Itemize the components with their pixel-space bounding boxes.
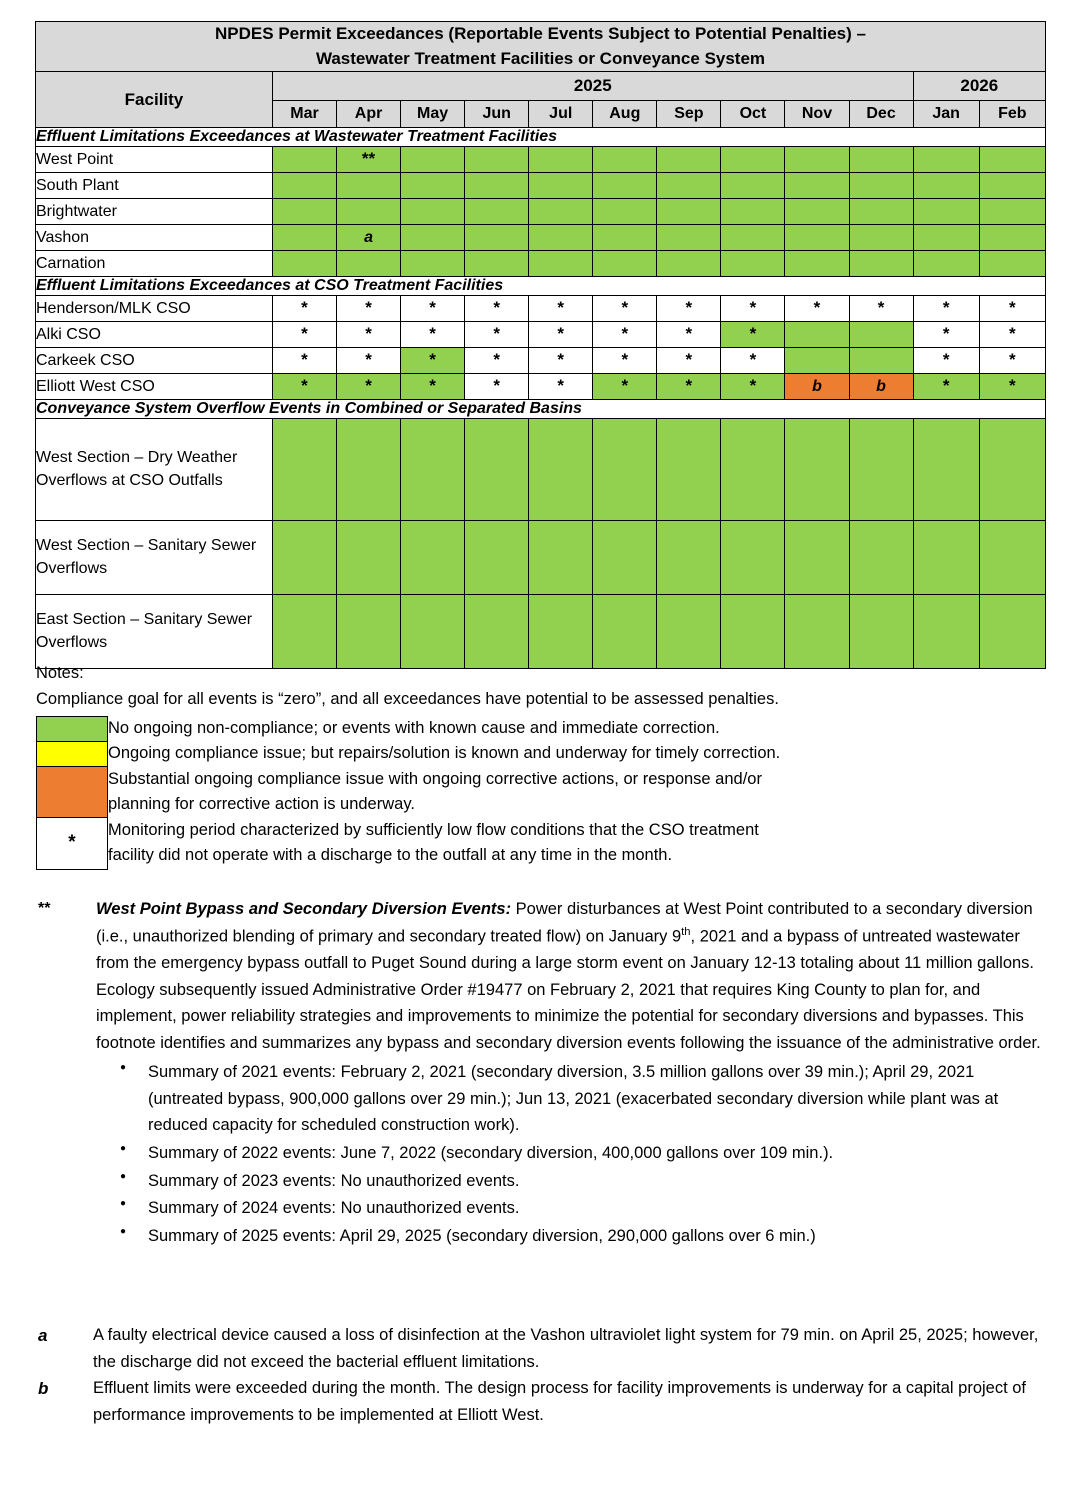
legend-row-yellow <box>37 741 1041 766</box>
footnote-double-asterisk <box>38 896 1046 1251</box>
asterisk-marker: * <box>621 350 629 370</box>
status-cell <box>272 147 336 173</box>
asterisk-marker: * <box>685 298 693 318</box>
legend-text-asterisk-line-2: facility did not operate with a discharge to the outfall at any time in the month. <box>108 846 673 865</box>
status-cell <box>465 521 529 595</box>
status-cell <box>401 348 465 374</box>
status-cell <box>401 521 465 595</box>
status-cell <box>593 251 657 277</box>
status-cell <box>529 225 593 251</box>
status-cell <box>593 348 657 374</box>
footnote-body-part-1: Power disturbances at West Point contributed to a secondary diversion (i.e., unauthorized blending of primary and secondary treated flow) on January 9 <box>96 900 1033 946</box>
status-cell <box>785 322 849 348</box>
legend-row-orange <box>37 766 1041 817</box>
month-header-mar: Mar <box>272 101 336 128</box>
asterisk-marker: * <box>877 298 885 318</box>
asterisk-marker: * <box>942 350 950 370</box>
status-cell <box>979 595 1045 669</box>
status-cell <box>529 521 593 595</box>
asterisk-marker: * <box>1009 324 1016 344</box>
year-header-2026: 2026 <box>913 72 1045 101</box>
status-cell <box>337 322 401 348</box>
status-cell <box>657 322 721 348</box>
status-cell <box>785 199 849 225</box>
list-item: ● Summary of 2025 events: April 29, 2025 (secondary diversion, 290,000 gallons over 6 min.) <box>96 1223 1046 1250</box>
status-cell <box>721 199 785 225</box>
status-cell <box>465 199 529 225</box>
asterisk-marker: * <box>429 350 436 370</box>
notes-block <box>36 661 1046 870</box>
status-cell <box>913 595 979 669</box>
status-cell <box>913 225 979 251</box>
asterisk-marker: * <box>749 324 757 344</box>
month-header-feb: Feb <box>979 101 1045 128</box>
table-row <box>36 374 1046 400</box>
asterisk-marker: * <box>942 298 950 318</box>
footnotes-ab-block <box>38 1322 1046 1429</box>
status-cell <box>785 251 849 277</box>
status-cell <box>785 419 849 521</box>
status-cell <box>979 296 1045 322</box>
asterisk-marker: * <box>621 324 629 344</box>
section-heading-row <box>36 128 1046 147</box>
status-cell <box>849 322 913 348</box>
table-title-row <box>36 22 1046 72</box>
footnote-marker-double-asterisk: ** <box>38 900 51 917</box>
asterisk-marker: * <box>557 376 565 396</box>
status-cell <box>657 296 721 322</box>
footnote-marker-a: a <box>38 1326 48 1345</box>
asterisk-marker: * <box>557 324 565 344</box>
status-cell <box>979 521 1045 595</box>
asterisk-marker: * <box>365 298 372 318</box>
legend-text-asterisk <box>108 817 1041 869</box>
status-cell <box>785 296 849 322</box>
status-cell <box>465 419 529 521</box>
month-header-oct: Oct <box>721 101 785 128</box>
asterisk-marker: * <box>749 350 757 370</box>
footnote-marker: a <box>364 228 373 246</box>
status-cell <box>657 199 721 225</box>
status-cell <box>913 199 979 225</box>
status-cell <box>721 173 785 199</box>
footnote-double-asterisk-block <box>38 896 1046 1253</box>
status-cell <box>979 199 1045 225</box>
list-item: ● Summary of 2022 events: June 7, 2022 (secondary diversion, 400,000 gallons over 109 min.). <box>96 1140 1046 1167</box>
status-cell <box>593 147 657 173</box>
status-cell <box>657 348 721 374</box>
asterisk-marker: * <box>685 324 693 344</box>
status-cell <box>849 521 913 595</box>
asterisk-marker: * <box>1009 298 1016 318</box>
status-cell <box>657 374 721 400</box>
asterisk-marker: * <box>557 350 565 370</box>
npdes-exceedance-matrix <box>35 21 1046 669</box>
status-cell <box>337 348 401 374</box>
table-row <box>36 225 1046 251</box>
section-heading: Conveyance System Overflow Events in Combined or Separated Basins <box>36 400 1046 419</box>
status-cell <box>657 595 721 669</box>
month-header-nov: Nov <box>785 101 849 128</box>
footnote-marker: b <box>812 377 822 395</box>
footnote-a <box>38 1322 1046 1375</box>
table-row <box>36 521 1046 595</box>
status-cell <box>721 595 785 669</box>
table-row <box>36 251 1046 277</box>
month-header-may: May <box>401 101 465 128</box>
table-title-line-1: NPDES Permit Exceedances (Reportable Events Subject to Potential Penalties) – <box>215 24 866 43</box>
status-cell <box>529 595 593 669</box>
status-cell <box>337 251 401 277</box>
status-cell <box>657 521 721 595</box>
status-cell <box>593 322 657 348</box>
legend-text-orange <box>108 766 1041 817</box>
status-cell <box>849 173 913 199</box>
status-cell <box>465 595 529 669</box>
footnote-marker: b <box>876 377 886 395</box>
status-cell <box>593 199 657 225</box>
status-cell <box>657 173 721 199</box>
status-cell <box>465 173 529 199</box>
status-cell <box>401 199 465 225</box>
asterisk-marker: * <box>493 298 500 318</box>
asterisk-marker: * <box>301 324 308 344</box>
list-item: ● Summary of 2023 events: No unauthorized events. <box>96 1168 1046 1195</box>
status-cell <box>785 374 849 400</box>
legend-swatch-asterisk: * <box>37 817 108 869</box>
table-row <box>36 173 1046 199</box>
status-cell <box>979 419 1045 521</box>
status-cell <box>913 173 979 199</box>
month-header-dec: Dec <box>849 101 913 128</box>
asterisk-marker: * <box>365 350 372 370</box>
asterisk-marker: * <box>1009 376 1016 396</box>
status-cell <box>401 173 465 199</box>
status-cell <box>337 521 401 595</box>
facility-name-cell: West Point <box>36 147 273 173</box>
facility-name-cell: Carkeek CSO <box>36 348 273 374</box>
footnote-lead-title: West Point Bypass and Secondary Diversion Events: <box>96 900 512 918</box>
status-cell <box>272 225 336 251</box>
asterisk-marker: * <box>621 376 629 396</box>
table-title-line-2: Wastewater Treatment Facilities or Conveyance System <box>315 48 766 68</box>
section-heading: Effluent Limitations Exceedances at CSO Treatment Facilities <box>36 277 1046 296</box>
footnote-double-asterisk-body <box>96 896 1046 1251</box>
facility-name-cell: South Plant <box>36 173 273 199</box>
status-cell <box>913 147 979 173</box>
status-cell <box>337 199 401 225</box>
status-cell <box>593 173 657 199</box>
status-cell <box>337 296 401 322</box>
status-cell <box>657 147 721 173</box>
status-cell <box>529 147 593 173</box>
status-cell <box>272 251 336 277</box>
status-cell <box>657 225 721 251</box>
legend-swatch-yellow <box>37 741 108 766</box>
asterisk-marker: * <box>942 376 950 396</box>
status-cell <box>849 147 913 173</box>
facility-name-cell: Elliott West CSO <box>36 374 273 400</box>
month-header-jul: Jul <box>529 101 593 128</box>
status-cell <box>979 251 1045 277</box>
legend-row-green <box>37 716 1041 741</box>
status-cell <box>913 419 979 521</box>
status-cell <box>272 595 336 669</box>
status-cell <box>849 374 913 400</box>
status-cell <box>721 419 785 521</box>
status-cell <box>913 521 979 595</box>
status-cell <box>785 348 849 374</box>
status-cell <box>721 521 785 595</box>
asterisk-marker: * <box>429 376 436 396</box>
status-cell <box>529 348 593 374</box>
status-cell <box>913 322 979 348</box>
asterisk-marker: * <box>749 376 757 396</box>
status-cell <box>272 199 336 225</box>
month-header-jun: Jun <box>465 101 529 128</box>
footnote-body-part-2: , 2021 and a bypass of untreated wastewater from the emergency bypass outfall to Puget Sound during a large storm event on January 12-13 totaling about 11 million gallons. Ecology subsequently issued Administrative Order #19477 on February 2, 2021 that requires King County to plan for, and implement, power reliability strategies and improvements to minimize the potential for secondary diversions and bypasses. This footnote identifies and summarizes any bypass and secondary diversion events following the issuance of the administrative order. <box>96 927 1041 1053</box>
status-cell <box>979 173 1045 199</box>
asterisk-marker: * <box>301 350 308 370</box>
status-cell <box>593 374 657 400</box>
asterisk-marker: * <box>813 298 821 318</box>
legend-text-yellow: Ongoing compliance issue; but repairs/solution is known and underway for timely correction. <box>108 744 781 763</box>
status-cell <box>401 374 465 400</box>
asterisk-marker: * <box>365 376 372 396</box>
status-cell <box>785 147 849 173</box>
table-row <box>36 296 1046 322</box>
status-cell <box>529 419 593 521</box>
status-cell <box>401 419 465 521</box>
asterisk-marker: * <box>493 376 500 396</box>
status-cell <box>849 348 913 374</box>
facility-name-cell: Carnation <box>36 251 273 277</box>
notes-label: Notes: <box>36 664 84 682</box>
table-row <box>36 199 1046 225</box>
status-cell <box>401 251 465 277</box>
asterisk-marker: ** <box>361 149 376 169</box>
status-cell <box>979 374 1045 400</box>
table-row <box>36 147 1046 173</box>
status-cell <box>721 251 785 277</box>
month-header-aug: Aug <box>593 101 657 128</box>
status-cell <box>465 296 529 322</box>
asterisk-marker: * <box>685 376 693 396</box>
asterisk-marker: * <box>429 324 436 344</box>
facility-name-cell: West Section – Sanitary Sewer Overflows <box>36 521 273 595</box>
status-cell <box>721 322 785 348</box>
status-cell <box>785 173 849 199</box>
legend-swatch-orange <box>37 766 108 817</box>
status-cell <box>272 348 336 374</box>
exceedance-table <box>35 21 1046 669</box>
status-cell <box>401 296 465 322</box>
status-cell <box>337 173 401 199</box>
status-cell <box>337 595 401 669</box>
facility-column-header: Facility <box>36 72 273 128</box>
status-cell <box>529 173 593 199</box>
status-cell <box>529 296 593 322</box>
status-cell <box>979 348 1045 374</box>
legend-text-orange-line-1: Substantial ongoing compliance issue with ongoing corrective actions, or response and/or <box>108 769 762 788</box>
status-cell <box>593 595 657 669</box>
list-item: ● Summary of 2021 events: February 2, 2021 (secondary diversion, 3.5 million gallons over 39 min.); April 29, 2021 (untreated bypass, 900,000 gallons over 29 min.); Jun 13, 2021 (exacerbated secondary diversion while plant was at reduced capacity for scheduled construction work). <box>96 1059 1046 1139</box>
table-row <box>36 348 1046 374</box>
status-cell <box>785 225 849 251</box>
legend-table <box>36 716 1041 870</box>
status-cell <box>465 225 529 251</box>
legend-swatch-green <box>37 716 108 741</box>
status-cell <box>721 374 785 400</box>
list-item: ● Summary of 2024 events: No unauthorized events. <box>96 1195 1046 1222</box>
status-cell <box>272 419 336 521</box>
footnote-bullet-list <box>96 1059 1046 1250</box>
legend-text-asterisk-line-1: Monitoring period characterized by sufficiently low flow conditions that the CSO treatment <box>108 821 759 840</box>
table-row <box>36 322 1046 348</box>
footnote-marker-b: b <box>38 1379 49 1399</box>
status-cell <box>979 322 1045 348</box>
status-cell <box>529 251 593 277</box>
status-cell <box>657 419 721 521</box>
status-cell <box>849 199 913 225</box>
facility-name-cell: Brightwater <box>36 199 273 225</box>
status-cell <box>337 374 401 400</box>
status-cell <box>529 322 593 348</box>
status-cell <box>529 199 593 225</box>
table-row <box>36 595 1046 669</box>
legend-text-orange-line-2: planning for corrective action is underway. <box>108 794 415 813</box>
facility-name-cell: Henderson/MLK CSO <box>36 296 273 322</box>
asterisk-marker: * <box>749 298 757 318</box>
facility-name-cell: East Section – Sanitary Sewer Overflows <box>36 595 273 669</box>
status-cell <box>401 225 465 251</box>
status-cell <box>849 296 913 322</box>
status-cell <box>913 374 979 400</box>
asterisk-marker: * <box>429 298 436 318</box>
status-cell <box>657 251 721 277</box>
status-cell <box>465 348 529 374</box>
status-cell <box>337 147 401 173</box>
asterisk-marker: * <box>1009 350 1016 370</box>
status-cell <box>465 147 529 173</box>
table-row <box>36 419 1046 521</box>
header-year-row <box>36 72 1046 101</box>
status-cell <box>979 147 1045 173</box>
status-cell <box>913 348 979 374</box>
status-cell <box>721 147 785 173</box>
section-heading-row <box>36 277 1046 296</box>
status-cell <box>272 296 336 322</box>
status-cell <box>593 521 657 595</box>
facility-name-cell: West Section – Dry Weather Overflows at CSO Outfalls <box>36 419 273 521</box>
asterisk-marker: * <box>301 376 308 396</box>
status-cell <box>337 419 401 521</box>
status-cell <box>913 251 979 277</box>
status-cell <box>785 595 849 669</box>
status-cell <box>337 225 401 251</box>
status-cell <box>979 225 1045 251</box>
asterisk-marker: * <box>301 298 308 318</box>
asterisk-marker: * <box>493 350 500 370</box>
footnote-b-text: Effluent limits were exceeded during the month. The design process for facility improvements is underway for a capital project of performance improvements to be implemented at Elliott West. <box>93 1379 1027 1425</box>
legend-row-asterisk <box>37 817 1041 869</box>
status-cell <box>272 521 336 595</box>
status-cell <box>272 322 336 348</box>
asterisk-marker: * <box>685 350 693 370</box>
footnote-paragraph <box>96 896 1046 1057</box>
asterisk-marker: * <box>493 324 500 344</box>
status-cell <box>465 251 529 277</box>
month-header-sep: Sep <box>657 101 721 128</box>
status-cell <box>401 595 465 669</box>
asterisk-marker: * <box>942 324 950 344</box>
status-cell <box>593 419 657 521</box>
facility-name-cell: Vashon <box>36 225 273 251</box>
status-cell <box>593 225 657 251</box>
notes-lead-text: Compliance goal for all events is “zero”, and all exceedances have potential to be assessed penalties. <box>36 689 779 708</box>
legend-text-green: No ongoing non-compliance; or events with known cause and immediate correction. <box>108 719 720 737</box>
asterisk-marker: * <box>365 324 372 344</box>
status-cell <box>272 173 336 199</box>
status-cell <box>849 225 913 251</box>
status-cell <box>401 147 465 173</box>
status-cell <box>529 374 593 400</box>
asterisk-marker: * <box>621 298 629 318</box>
footnote-b <box>38 1375 1046 1428</box>
page-title <box>36 22 1046 72</box>
status-cell <box>465 322 529 348</box>
status-cell <box>272 374 336 400</box>
status-cell <box>849 595 913 669</box>
status-cell <box>785 521 849 595</box>
facility-name-cell: Alki CSO <box>36 322 273 348</box>
status-cell <box>401 322 465 348</box>
status-cell <box>913 296 979 322</box>
asterisk-marker: * <box>557 298 565 318</box>
status-cell <box>593 296 657 322</box>
section-heading: Effluent Limitations Exceedances at Wastewater Treatment Facilities <box>36 128 1046 147</box>
status-cell <box>721 296 785 322</box>
status-cell <box>849 419 913 521</box>
footnote-a-text: A faulty electrical device caused a loss of disinfection at the Vashon ultraviolet light system for 79 min. on April 25, 2025; however, the discharge did not exceed the bacterial effluent limitations. <box>93 1326 1039 1371</box>
status-cell <box>721 348 785 374</box>
footnote-superscript-th: th <box>681 925 691 938</box>
status-cell <box>849 251 913 277</box>
status-cell <box>465 374 529 400</box>
month-header-jan: Jan <box>913 101 979 128</box>
status-cell <box>721 225 785 251</box>
year-header-2025: 2025 <box>272 72 913 101</box>
section-heading-row <box>36 400 1046 419</box>
month-header-apr: Apr <box>337 101 401 128</box>
